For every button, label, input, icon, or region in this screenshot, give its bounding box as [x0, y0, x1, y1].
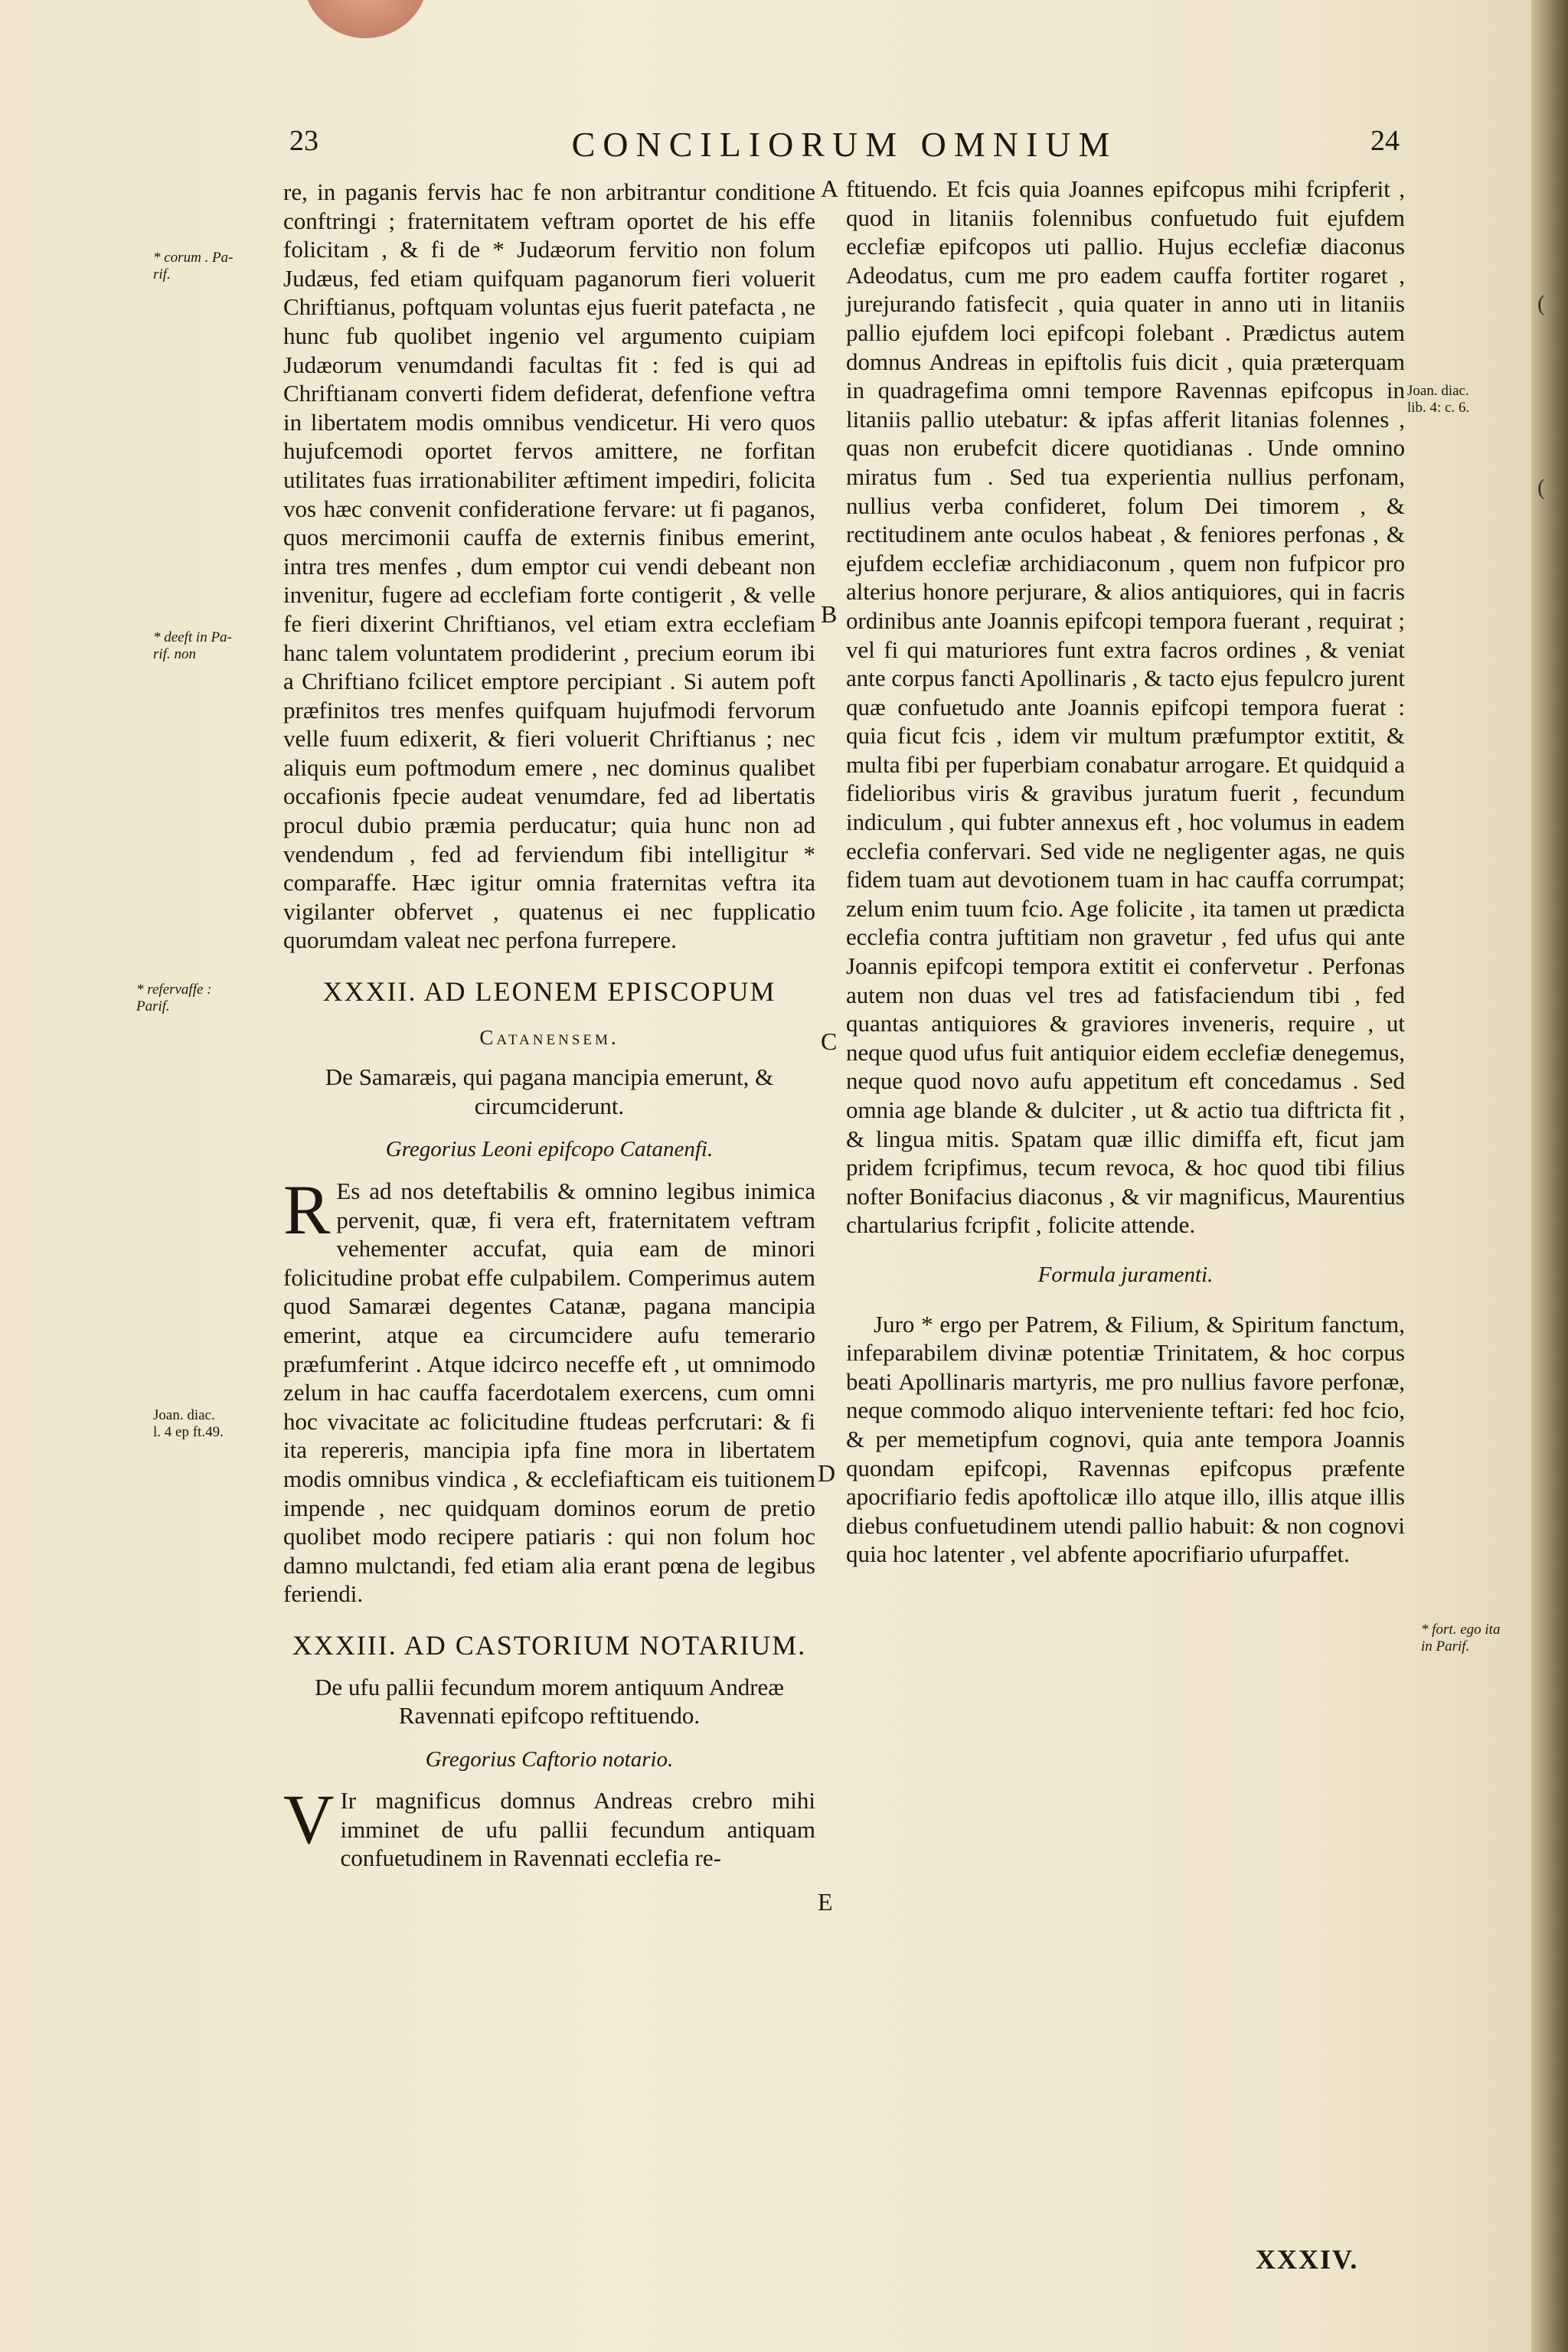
margin-letter-c: C — [821, 1027, 838, 1055]
margin-note: * corum . Pa- rif. — [153, 250, 234, 283]
margin-note: * refervaffe : Parif. — [136, 982, 212, 1014]
initial-capital: R — [283, 1171, 331, 1249]
page-number-right: 24 — [1370, 125, 1400, 157]
body-paragraph — [283, 1171, 815, 1609]
letter-heading: XXXIII. AD CASTORIUM NOTARIUM. — [292, 1629, 807, 1661]
paragraph-text: Ir magnificus domnus Andreas crebro mihi imminet de ufu pallii fecundum antiquam confuetudinem in Ravennati ecclefia re- — [340, 1787, 815, 1872]
letter-heading: XXXII. AD LEONEM EPISCOPUM — [322, 976, 776, 1008]
formula-title: Formula juramenti. — [1037, 1262, 1214, 1287]
salutation: Gregorius Leoni epifcopo Catanenfi. — [385, 1137, 714, 1162]
margin-note: * deeft in Pa- rif. non — [153, 629, 232, 662]
body-paragraph: re, in paganis fervis hac fe non arbitrantur conditione conftringi ; fraternitatem veftram oportet de his effe folicitam , & fi de * Judæorum fervitio non folum Judæus, fed etiam quifquam paganorum fieri voluerit Chriftianus, poftquam voluntas ejus fuerit patefacta , ne hunc fub quolibet ingenio vel argumento cuipiam Judæorum venumdandi facultas fit : fed is qui ad Chriftianam converti fidem defiderat, defenfione veftra in libertatem modis omnibus vendicetur. Hi vero quos hujufcemodi oportet fervos amittere, ne forfitan utilitates fuas irrationabiliter æftiment impediri, folicita vos hæc convenit confideratione fervare: ut fi paganos, quos mercimonii cauffa de externis finibus emerint, intra tres menfes , dum emptor cui vendi debeant non invenitur, fugere ad ecclefiam forte contigerit , & velle fe fieri dixerint Chriftianos, vel etiam extra ecclefiam hanc talem voluntatem prodiderint , precium eorum ibi a Chriftiano fcilicet emptore percipiant . Si autem poft præfinitos tres menfes quifquam hujufmodi fervorum velle fuum edixerit, & fieri voluerit Chriftianus ; nec aliquis eum poftmodum emere , nec dominus qualibet occafionis fpecie audeat venumdare, fed ad libertatis procul dubio præmia perducatur; quia hunc non ad vendendum , fed ad ferviendum fibi intelligitur * comparaffe. Hæc igitur omnia fraternitas veftra ita vigilanter obfervet , quatenus ei nec fupplicatio quorumdam valeat nec perfona furrepere. — [283, 178, 815, 954]
margin-letter-b: B — [821, 600, 838, 628]
body-paragraph: ftituendo. Et fcis quia Joannes epifcopus mihi fcripferit , quod in litaniis folennibus confuetudo fuit ejufdem ecclefiæ epifcopos uti pallio. Hujus ecclefiæ diaconus Adeodatus, cum me pro eadem cauffa fortiter rogaret , jurejurando fatisfecit , quia quater in anno uti in litaniis pallio ejufdem loci epifcopi folebant . Prædictus autem domnus Andreas in epiftolis fuis dicit , quia præterquam in quadragefima omni tempore Ravennas epifcopus in litaniis pallio utebatur: & ipfas afferit litanias folennes , quas non erubefcit dicere quotidianas . Unde omnino miratus fum . Sed tua experientia nullius perfonam, nullius verba confideret, folum Dei timorem , & rectitudinem ante oculos habeat , & feniores perfonas , & ejufdem ecclefiæ archidiaconum , quem non fufpicor pro alterius honore perjurare, & alios antiquiores, qui in facris ordinibus ante Joannis epifcopi tempora fuerant , requirat ; vel fi qui maturiores funt extra facros ordines , & veniat ante corpus fancti Apollinaris , & tacto ejus fepulcro jurent quæ confuetudo ante Joannis epifcopi tempora fuerat : quia ficut fcis , idem vir multum præfumptor extitit, & multa fibi per fuperbiam conabatur arrogare. Et quidquid a fidelioribus viris & gravibus juratum fuerit , fecundum indiculum , qui fubter annexus eft , hoc volumus in eadem ecclefia confervari. Sed vide ne negligenter agas, ne quis fidem tuam aut devotionem tuam in hac cauffa corrumpat; zelum enim tuum fcio. Age folicite , ita tamen ut prædicta ecclefia contra juftitiam non gravetur , fed ufus qui ante Joannis epifcopi tempora extitit ei confervetur . Perfonas autem non duas vel tres ad fatisfaciendum tibi , fed quantas antiquiores & graviores inveneris, require , ut neque quod ufus fuit antiquior eidem ecclefiæ denegemus, neque quod novo aufu appetitum eft concedamus . Sed omnia age blande & dulciter , ut & actio tua diftricta fit , & lingua mitis. Spatam quæ illic dimiffa eft, ficut jam pridem fcripfimus, tecum revoca, & hoc quod tibi filius nofter Bonifacius diaconus , & vir magnificus, Maurentius chartularius fcripfit , folicite attende. — [846, 175, 1405, 1239]
letter-argument: De ufu pallii fecundum morem antiquum Andreæ Ravennati epifcopo reftituendo. — [315, 1673, 784, 1730]
catchword: XXXIV. — [1256, 2244, 1359, 2275]
initial-capital: V — [283, 1780, 335, 1859]
margin-letter-e: E — [818, 1888, 833, 1916]
letter-subheading: Catanensem. — [479, 1025, 619, 1049]
margin-letter-a: A — [821, 175, 839, 202]
body-paragraph — [283, 1780, 815, 1873]
margin-note: Joan. diac. l. 4 ep ft.49. — [153, 1407, 224, 1440]
salutation: Gregorius Caftorio notario. — [425, 1746, 674, 1772]
margin-letter-d: D — [818, 1459, 836, 1487]
margin-note: Joan. diac. lib. 4: c. 6. — [1407, 383, 1470, 416]
page-number-left: 23 — [289, 125, 318, 157]
running-title: CONCILIORUM OMNIUM — [571, 125, 1118, 164]
left-column — [283, 178, 815, 1873]
body-paragraph: Juro * ergo per Patrem, & Filium, & Spiritum fanctum, infeparabilem divinæ potentiæ Trinitatem, & hoc corpus beati Apollinaris martyris, me pro nullius favore perfonæ, neque commodo aliquo interveniente teftari: fed hoc fcio, & per memetipfum cognovi, quia ante tempora Joannis quondam epifcopi, Ravennas epifcopus præfente apocrifiario fedis apoftolicæ illo atque illo, illis atque illis diebus confuetudinem utendi pallio habuit: & non cognovi quia hoc latenter , vel abfente apocrifiario ufurpaffet. — [846, 1310, 1405, 1568]
book-edge: ( ( — [1531, 0, 1568, 2352]
letter-argument: De Samaræis, qui pagana mancipia emerunt, & circumciderunt. — [325, 1063, 774, 1119]
right-column — [846, 129, 1405, 1569]
paragraph-text: Es ad nos deteftabilis & omnino legibus inimica pervenit, quæ, fi vera eft, fraternitatem veftram vehementer accufat, quia eam de minori folicitudine probat effe culpabilem. Comperimus autem quod Samaræi degentes Catanæ, pagana mancipia emerint, atque ea circumcidere aufu temerario præfumferint . Atque idcirco neceffe eft , ut omnimodo zelum in hac cauffa facerdotalem exercens, cum omni hoc vivacitate ac folicitudine ftudeas perfcrutari: & fi ita repereris, mancipia ipfa fine mora in libertatem modis omnibus vindica , & ecclefiafticam eis tuitionem impende , nec quidquam dominos eorum de pretio quolibet modo recipere patiaris : qui non folum hoc damno mulctandi, fed etiam alia erant pœna de legibus feriendi. — [283, 1178, 815, 1608]
margin-note: * fort. ego ita in Parif. — [1421, 1622, 1501, 1655]
